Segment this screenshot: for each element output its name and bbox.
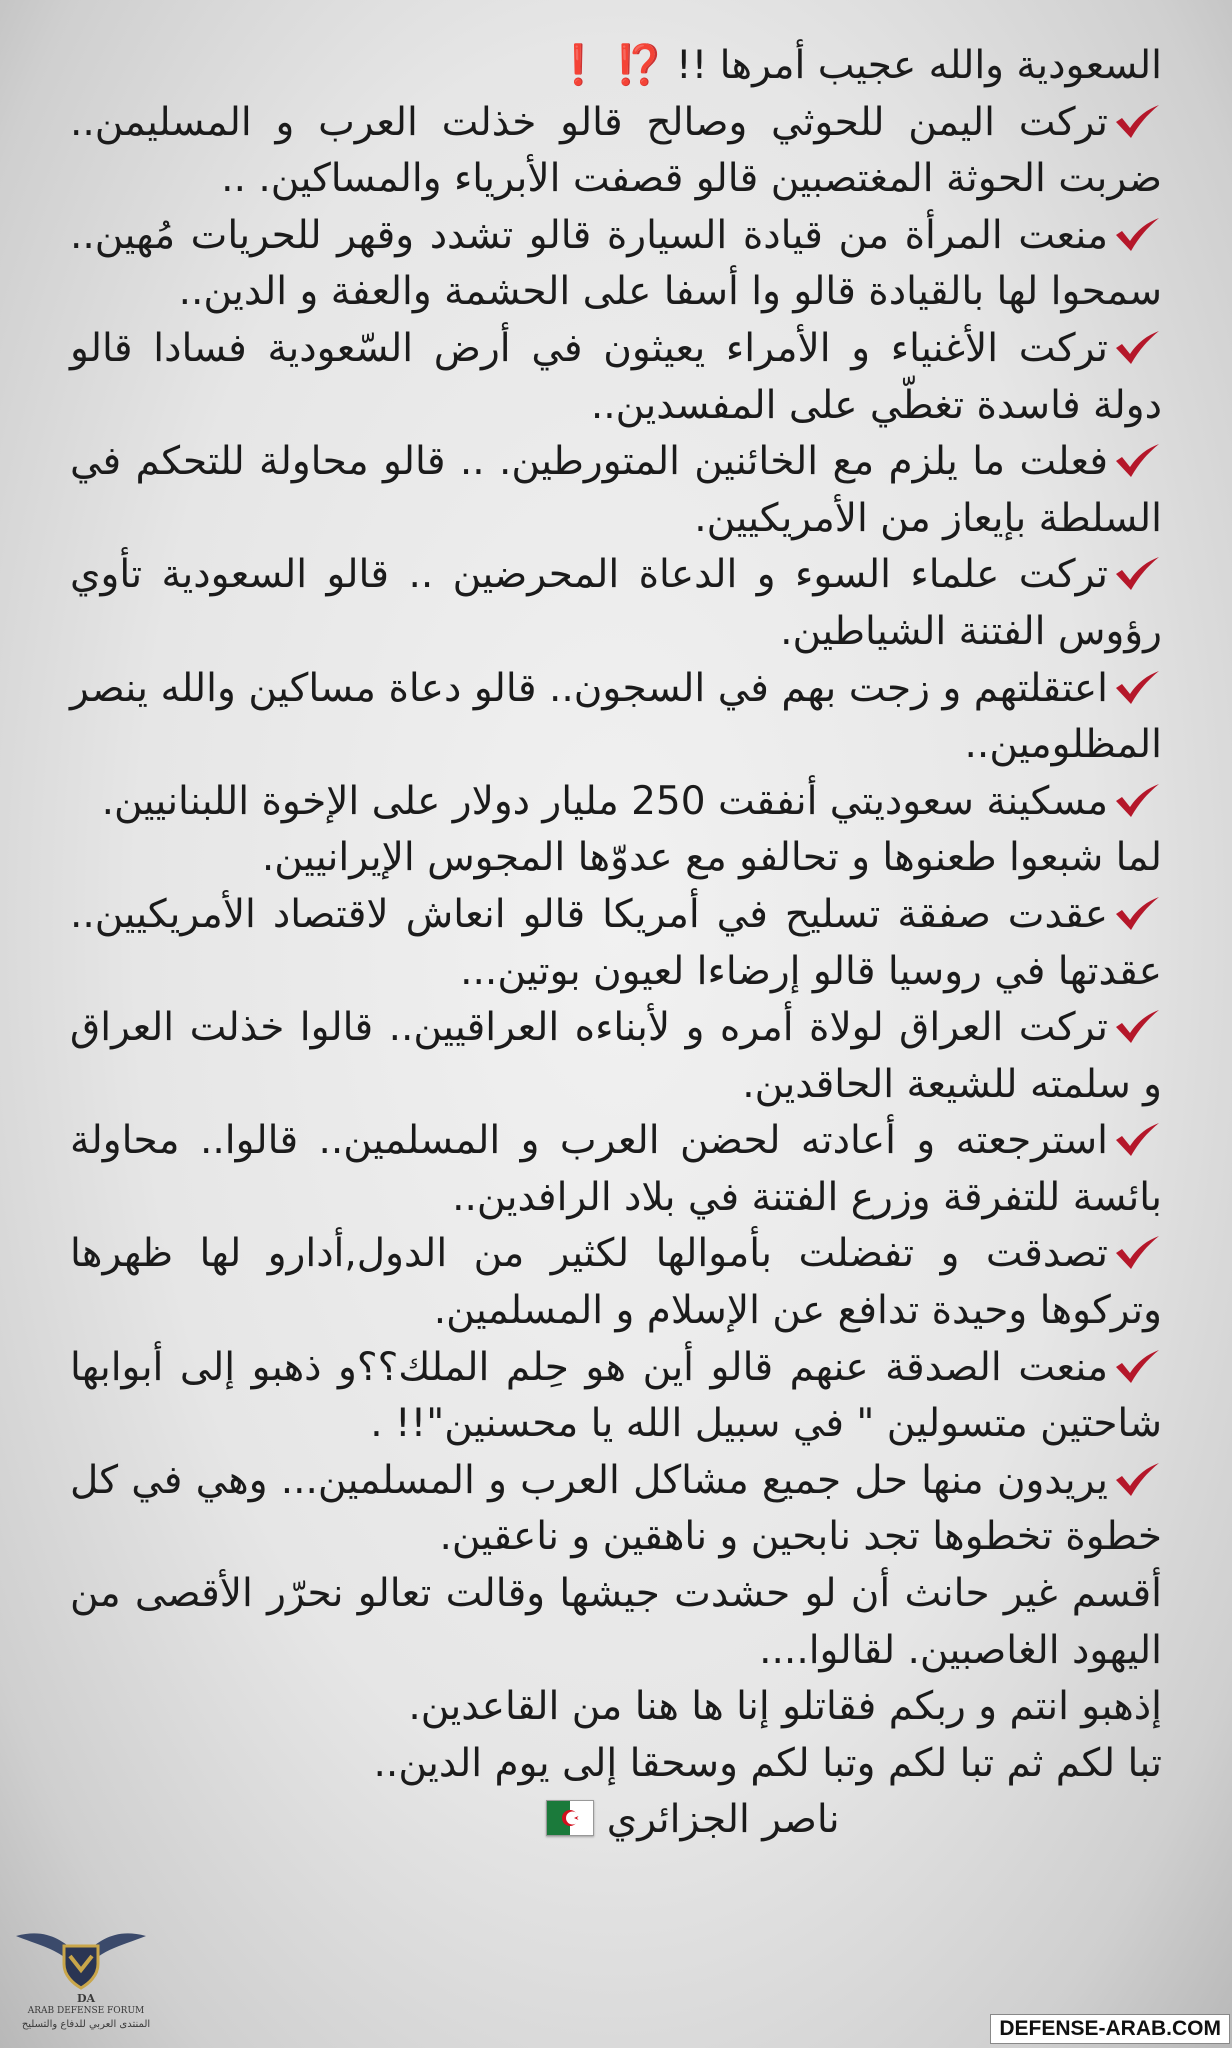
heavy-check-mark-icon	[1112, 217, 1162, 253]
heavy-check-mark-icon	[1112, 1235, 1162, 1271]
paragraph-text: تصدقت و تفضلت بأموالها لكثير من الدول,أدارو لها ظهرها وتركوها وحيدة تدافع عن الإسلام و المسلمين.	[70, 1231, 1162, 1334]
post-paragraph	[70, 208, 1162, 321]
paragraph-text: أقسم غير حانث أن لو حشدت جيشها وقالت تعالو نحرّر الأقصى من اليهود الغاصبين. لقالوا....	[70, 1571, 1162, 1673]
post-paragraph	[70, 321, 1162, 434]
signature-line	[70, 1792, 1162, 1849]
paragraph-text: إذهبو انتم و ربكم فقاتلو إنا ها هنا من القاعدين.	[408, 1684, 1162, 1730]
post-paragraph	[70, 830, 1162, 887]
signature: ناصر الجزائري	[606, 1797, 840, 1843]
post-paragraph	[70, 661, 1162, 774]
heavy-check-mark-icon	[1112, 670, 1162, 706]
post-paragraph	[70, 774, 1162, 831]
heavy-check-mark-icon	[1112, 556, 1162, 592]
post-paragraph	[70, 547, 1162, 660]
paragraph-text: استرجعته و أعادته لحضن العرب و المسلمين.. قالوا.. محاولة بائسة للتفرقة وزرع الفتنة في بلاد الرافدين..	[70, 1118, 1162, 1220]
heavy-check-mark-icon	[1112, 1349, 1162, 1385]
heavy-check-mark-icon	[1112, 104, 1162, 140]
post-paragraph	[70, 1226, 1162, 1339]
heavy-check-mark-icon	[1112, 896, 1162, 932]
paragraph-text: تركت اليمن للحوثي وصالح قالو خذلت العرب و المسليمن.. ضربت الحوثة المغتصبين قالو قصفت الأبرياء والمساكين. ..	[70, 99, 1162, 202]
forum-logo	[6, 1918, 156, 2038]
post-paragraph	[70, 95, 1162, 208]
heavy-check-mark-icon	[1112, 1462, 1162, 1498]
post-paragraph	[70, 1340, 1162, 1453]
post-paragraph	[70, 1679, 1162, 1736]
post-body	[70, 38, 1162, 1849]
site-watermark: DEFENSE-ARAB.COM	[990, 2014, 1230, 2044]
heavy-check-mark-icon	[1112, 783, 1162, 819]
logo-letters: DA	[76, 1992, 96, 2005]
paragraph-text: تبا لكم ثم تبا لكم وتبا لكم وسحقا إلى يوم الدين..	[373, 1740, 1162, 1786]
paragraph-text: عقدت صفقة تسليح في أمريكا قالو انعاش لاقتصاد الأمريكيين.. عقدتها في روسيا قالو إرضاءا لعيون بوتين...	[70, 891, 1162, 994]
post-paragraph	[70, 434, 1162, 547]
paragraph-text: فعلت ما يلزم مع الخائنين المتورطين. .. قالو محاولة للتحكم في السلطة بإيعاز من الأمريكيين.	[70, 439, 1162, 541]
heavy-check-mark-icon	[1112, 443, 1162, 479]
paragraph-text: منعت الصدقة عنهم قالو أين هو حِلم الملك؟؟و ذهبو إلى أبوابها شاحتين متسولين " في سبيل الله يا محسنين"!! .	[70, 1344, 1162, 1447]
post-paragraph	[70, 1736, 1162, 1793]
heavy-check-mark-icon	[1112, 330, 1162, 366]
post-paragraph	[70, 1113, 1162, 1226]
eagle-shield-icon	[6, 1918, 156, 1998]
paragraph-text: اعتقلتهم و زجت بهم في السجون.. قالو دعاة مساكين والله ينصر المظلومين..	[70, 665, 1162, 768]
paragraph-text: لما شبعوا طعنوها و تحالفو مع عدوّها المجوس الإيرانيين.	[261, 835, 1162, 881]
paragraph-text: تركت الأغنياء و الأمراء يعيثون في أرض السّعودية فسادا قالو دولة فاسدة تغطّي على المفسدين..	[70, 325, 1162, 428]
paragraph-text: تركت علماء السوء و الدعاة المحرضين .. قالو السعودية تأوي رؤوس الفتنة الشياطين.	[70, 552, 1162, 654]
logo-arabic: المنتدى العربي للدفاع والتسليح	[21, 2019, 151, 2030]
logo-name: ARAB DEFENSE FORUM	[27, 2006, 145, 2016]
heavy-check-mark-icon	[1112, 1122, 1162, 1158]
paragraph-text: منعت المرأة من قيادة السيارة قالو تشدد وقهر للحريات مُهين.. سمحوا لها بالقيادة قالو وا أسفا على الحشمة والعفة و الدين..	[70, 212, 1162, 315]
post-title: السعودية والله عجيب أمرها !! ⁉️ ❗	[554, 43, 1162, 88]
post-paragraph	[70, 887, 1162, 1000]
post-paragraph	[70, 1566, 1162, 1679]
paragraph-text: يريدون منها حل جميع مشاكل العرب و المسلمين... وهي في كل خطوة تخطوها تجد نابحين و ناهقين و ناعقين.	[70, 1457, 1162, 1560]
post-paragraph	[70, 1453, 1162, 1566]
paragraph-text: مسكينة سعوديتي أنفقت 250 مليار دولار على الإخوة اللبنانيين.	[101, 778, 1108, 824]
algeria-flag-icon	[546, 1800, 594, 1836]
heavy-check-mark-icon	[1112, 1009, 1162, 1045]
paragraph-text: تركت العراق لولاة أمره و لأبناءه العراقيين.. قالوا خذلت العراق و سلمته للشيعة الحاقدين.	[70, 1005, 1162, 1107]
post-paragraph	[70, 1000, 1162, 1113]
post-paragraphs	[70, 95, 1162, 1793]
